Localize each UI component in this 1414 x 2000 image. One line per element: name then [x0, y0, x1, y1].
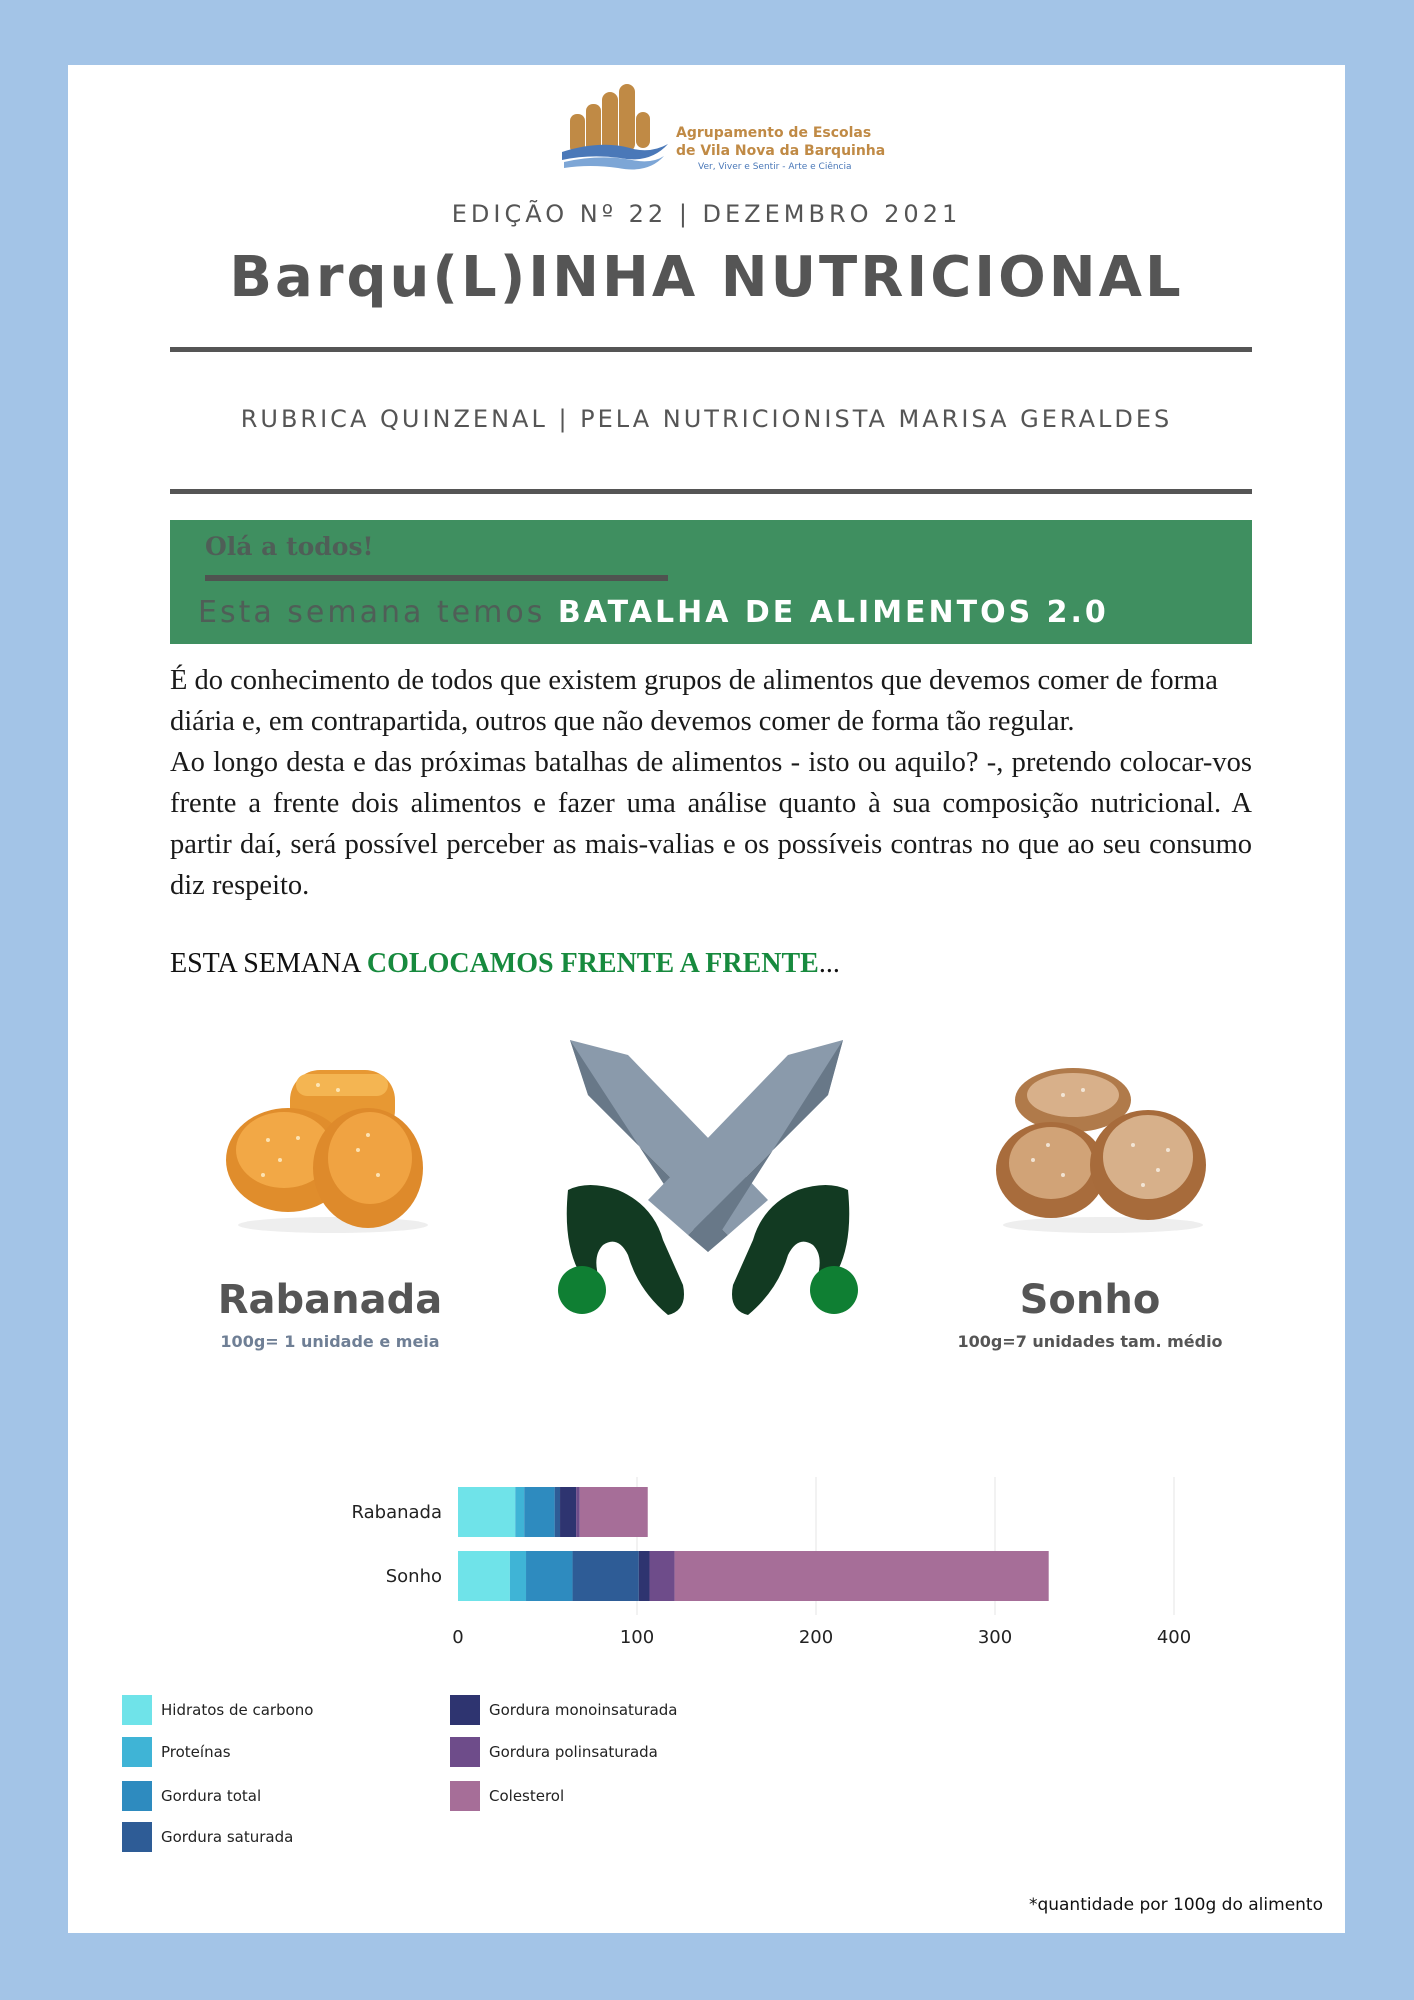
category-label: Sonho — [385, 1566, 442, 1587]
bar-segment — [458, 1551, 510, 1601]
bar-segment — [510, 1551, 526, 1601]
legend-swatch — [122, 1737, 152, 1767]
school-name-line2: de Vila Nova da Barquinha — [676, 143, 886, 159]
versus-heading — [170, 948, 840, 980]
week-prefix: Esta semana temos — [198, 595, 558, 630]
school-motto: Ver, Viver e Sentir - Arte e Ciência — [698, 162, 852, 172]
legend-label: Gordura total — [161, 1787, 262, 1805]
versus-prefix: ESTA SEMANA — [170, 948, 367, 979]
bar-segment — [576, 1487, 580, 1537]
bar-segment — [526, 1551, 573, 1601]
intro-text — [170, 660, 1252, 906]
intro-paragraph-1: É do conhecimento de todos que existem grupos de alimentos que devemos comer de forma diária e, em contrapartida, outros que não devemos comer de forma tão regular. — [170, 665, 1218, 737]
x-tick-label: 100 — [619, 1627, 655, 1648]
food-name-sonho: Sonho — [1019, 1277, 1161, 1323]
category-label: Rabanada — [351, 1502, 442, 1523]
bar-segment — [650, 1551, 675, 1601]
legend-label: Colesterol — [489, 1787, 565, 1805]
sonho-image — [993, 1065, 1213, 1235]
bar-segment — [458, 1487, 515, 1537]
newsletter-title: Barqu(L)INHA NUTRICIONAL — [229, 245, 1184, 310]
bar-segment — [560, 1487, 576, 1537]
legend-swatch — [450, 1695, 480, 1725]
newsletter-page — [68, 65, 1345, 1933]
bar-segment — [524, 1487, 554, 1537]
rubric-line: RUBRICA QUINZENAL | PELA NUTRICIONISTA MARISA GERALDES — [240, 405, 1173, 433]
bar-segment — [555, 1487, 560, 1537]
divider-bottom — [170, 489, 1252, 494]
divider-top — [170, 347, 1252, 352]
food-portion-rabanada: 100g= 1 unidade e meia — [220, 1332, 440, 1351]
legend-label: Gordura monoinsaturada — [489, 1701, 678, 1719]
food-portion-sonho: 100g=7 unidades tam. médio — [957, 1332, 1223, 1351]
x-tick-label: 0 — [452, 1627, 464, 1648]
intro-banner — [170, 520, 1252, 644]
school-name-line1: Agrupamento de Escolas — [676, 125, 872, 141]
bar-segment — [573, 1551, 639, 1601]
versus-suffix: ... — [818, 948, 840, 979]
legend-label: Gordura polinsaturada — [489, 1743, 658, 1761]
legend-label: Proteínas — [161, 1743, 231, 1761]
rabanada-image — [218, 1040, 448, 1240]
crossed-swords-icon — [558, 1040, 858, 1325]
nutrition-bar-chart — [278, 1465, 1192, 1705]
week-highlight: BATALHA DE ALIMENTOS 2.0 — [557, 595, 1109, 630]
x-tick-label: 200 — [798, 1627, 834, 1648]
food-name-rabanada: Rabanada — [217, 1277, 443, 1323]
legend-swatch — [122, 1781, 152, 1811]
bar-segment — [639, 1551, 650, 1601]
legend-swatch — [122, 1822, 152, 1852]
legend-swatch — [450, 1781, 480, 1811]
footnote: *quantidade por 100g do alimento — [1028, 1895, 1323, 1915]
legend-label: Hidratos de carbono — [161, 1701, 314, 1719]
legend-swatch — [122, 1695, 152, 1725]
bar-segment — [580, 1487, 648, 1537]
banner-underline — [205, 575, 668, 581]
x-tick-label: 300 — [977, 1627, 1013, 1648]
x-tick-label: 400 — [1156, 1627, 1192, 1648]
bar-segment — [675, 1551, 1049, 1601]
bar-segment — [515, 1487, 524, 1537]
legend-label: Gordura saturada — [161, 1828, 294, 1846]
greeting: Olá a todos! — [205, 532, 374, 561]
school-name — [676, 125, 885, 172]
intro-paragraph-2: Ao longo desta e das próximas batalhas de alimentos - isto ou aquilo? -, pretendo colocar-vos frente a frente dois alimentos e fazer uma análise quanto à sua composição nutricional. A partir daí, será possível perceber as mais-valias e os possíveis contras no que ao seu consumo diz respeito. — [170, 747, 1252, 901]
edition-line: EDIÇÃO Nº 22 | DEZEMBRO 2021 — [451, 200, 962, 228]
week-topic — [198, 595, 1109, 630]
legend-swatch — [450, 1737, 480, 1767]
versus-highlight: COLOCAMOS FRENTE A FRENTE — [366, 948, 819, 979]
